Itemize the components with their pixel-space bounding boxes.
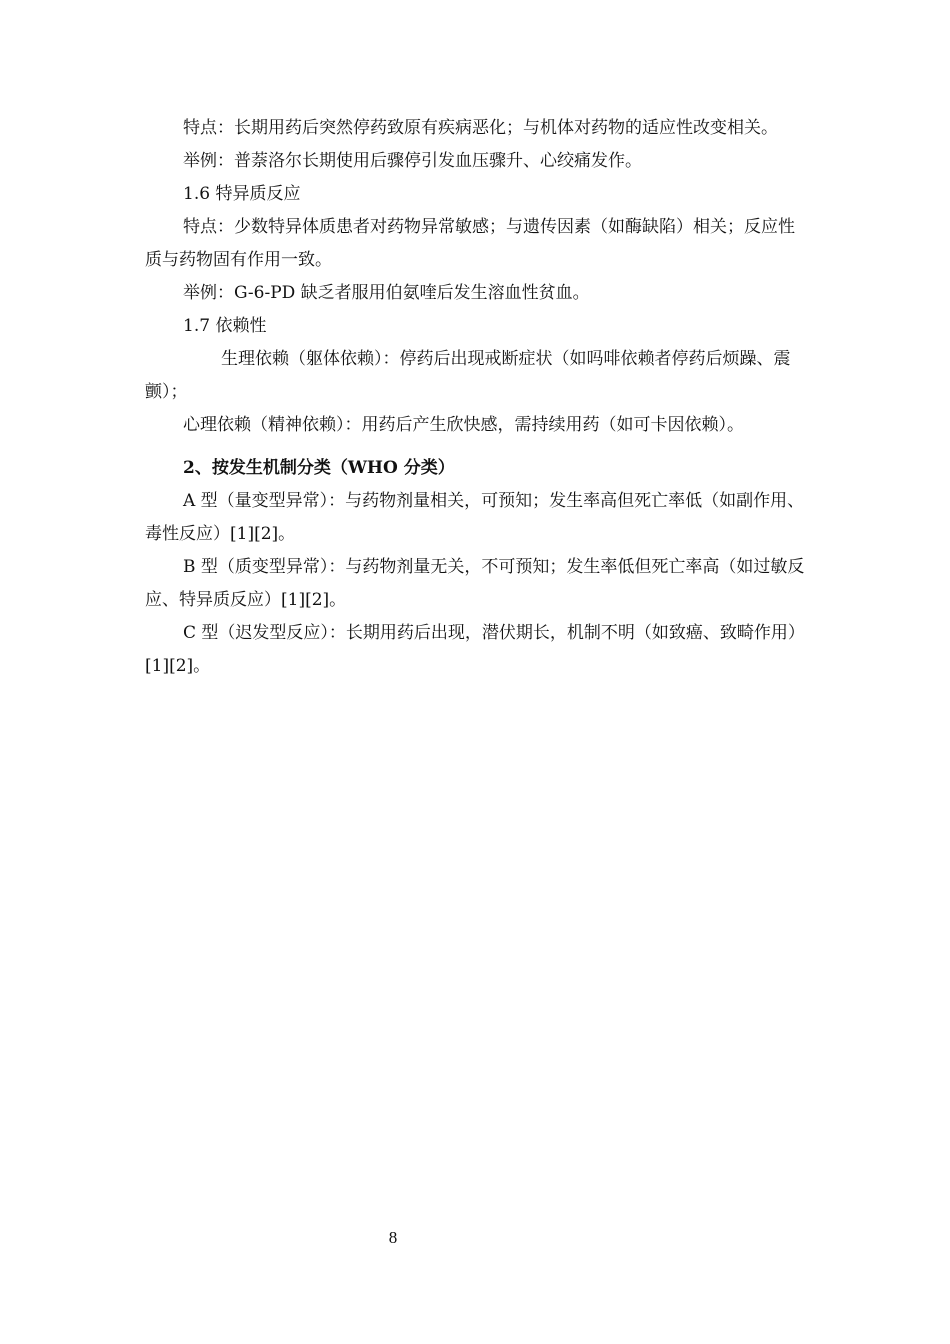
paragraph-type-a: A 型（量变型异常）：与药物剂量相关，可预知；发生率高但死亡率低（如副作用、毒性反应）[1][2]。 xyxy=(145,491,805,544)
document-body xyxy=(145,112,805,683)
heading-idiosyncratic-reaction: 1.6 特异质反应 xyxy=(183,184,301,204)
paragraph-withdrawal-feature: 特点：长期用药后突然停药致原有疾病恶化；与机体对药物的适应性改变相关。 xyxy=(183,118,778,138)
paragraph-idiosyncratic-feature: 特点：少数特异体质患者对药物异常敏感；与遗传因素（如酶缺陷）相关；反应性质与药物固有作用一致。 xyxy=(145,217,795,270)
paragraph-idiosyncratic-example: 举例：G-6-PD 缺乏者服用伯氨喹后发生溶血性贫血。 xyxy=(183,283,590,303)
paragraph-physical-dependence: 生理依赖（躯体依赖）：停药后出现戒断症状（如吗啡依赖者停药后烦躁、震颤）； xyxy=(145,349,791,402)
paragraph-type-b: B 型（质变型异常）：与药物剂量无关，不可预知；发生率低但死亡率高（如过敏反应、特异质反应）[1][2]。 xyxy=(145,557,805,610)
section-spacer xyxy=(145,442,805,452)
heading-dependence: 1.7 依赖性 xyxy=(183,316,267,336)
paragraph-withdrawal-example: 举例：普萘洛尔长期使用后骤停引发血压骤升、心绞痛发作。 xyxy=(183,151,642,171)
paragraph-psychological-dependence: 心理依赖（精神依赖）：用药后产生欣快感，需持续用药（如可卡因依赖）。 xyxy=(183,415,744,435)
paragraph-type-c: C 型（迟发型反应）：长期用药后出现，潜伏期长，机制不明（如致癌、致畸作用）[1][2]。 xyxy=(145,623,805,676)
page-number: 8 xyxy=(388,1228,398,1247)
heading-who-classification: 2、按发生机制分类（WHO 分类） xyxy=(183,458,455,478)
